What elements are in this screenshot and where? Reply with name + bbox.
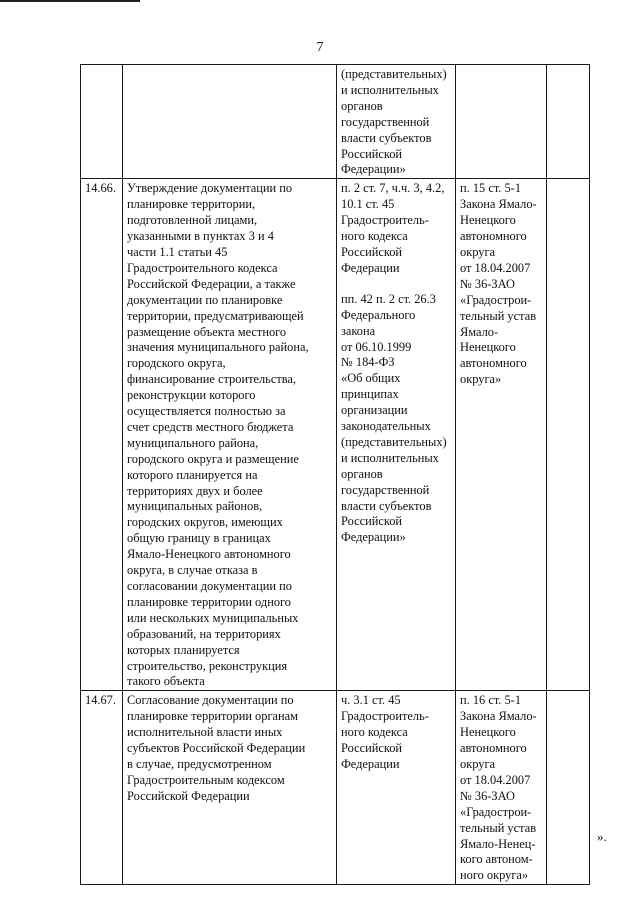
text-line: ного кодекса [341, 229, 408, 244]
text-line: государственной [341, 114, 430, 129]
text-line: и исполнительных [341, 82, 439, 97]
text-line: власти субъектов [341, 498, 432, 513]
text-line: исполнительной власти иных [127, 725, 283, 740]
text-line: в случае, предусмотренном [127, 756, 272, 771]
text-line: (представительных) [341, 434, 447, 449]
closing-quote-mark: ». [597, 829, 607, 844]
block-gap [341, 277, 452, 292]
text-line: общую границу в границах [127, 531, 271, 546]
text-line: органов [341, 98, 383, 113]
text-line: Российской Федерации, а также [127, 276, 296, 291]
page-number: 7 [316, 40, 324, 55]
text-line: городского округа и размещение [127, 451, 299, 466]
name-cell [123, 691, 337, 885]
text-line: Российской [341, 244, 403, 259]
text-line: № 184-ФЗ [341, 355, 395, 370]
legal-basis-cell [337, 65, 456, 179]
text-line: округа, в случае отказа в [127, 563, 258, 578]
name-cell [123, 65, 337, 179]
text-line: муниципальных районов, [127, 499, 263, 514]
row-number-cell: 14.66. [81, 179, 123, 691]
text-line: закона [341, 323, 376, 338]
text-line: Федерального [341, 307, 416, 322]
text-line: законодательных [341, 419, 431, 434]
text-line: «Об общих [341, 371, 401, 386]
text-line: ного кодекса [341, 725, 408, 740]
text-line: Ненецкого [460, 725, 516, 740]
regional-law-cell [456, 179, 547, 691]
text-line: субъектов Российской Федерации [127, 741, 306, 756]
table-row [81, 691, 590, 885]
text-line: кого автоном- [460, 852, 533, 867]
text-line: Ненецкого [460, 340, 516, 355]
legal-basis-block [341, 181, 452, 276]
text-line: документации по планировке [127, 292, 283, 307]
regional-law-cell [456, 691, 547, 885]
text-line: ч. 3.1 ст. 45 [341, 693, 401, 708]
text-line: значения муниципального района, [127, 340, 309, 355]
text-line: п. 15 ст. 5-1 [460, 181, 522, 196]
text-line: тельный устав [460, 308, 537, 323]
text-line: счет средств местного бюджета [127, 419, 294, 434]
legal-basis-cell [337, 179, 456, 691]
text-line: размещение объекта местного [127, 324, 287, 339]
row-number-cell [81, 65, 123, 179]
legal-basis-cell [337, 691, 456, 885]
text-line: строительство, реконструкция [127, 658, 288, 673]
text-line: п. 16 ст. 5-1 [460, 693, 522, 708]
text-line: автономного [460, 741, 527, 756]
text-line: Градостроитель- [341, 709, 429, 724]
text-line: и исполнительных [341, 450, 439, 465]
text-line: Российской [341, 146, 403, 161]
text-line: № 36-ЗАО [460, 276, 515, 291]
text-line: Ямало- [460, 324, 499, 339]
text-line: 10.1 ст. 45 [341, 197, 395, 212]
legal-basis-block [341, 292, 452, 547]
extra-cell [547, 691, 590, 885]
text-line: части 1.1 статьи 45 [127, 244, 228, 259]
text-line: территории, предусматривающей [127, 308, 304, 323]
text-line: округа» [460, 372, 502, 387]
text-line: ного округа» [460, 868, 529, 883]
text-line: Российской [341, 514, 403, 529]
text-line: городских округов, имеющих [127, 515, 283, 530]
text-line: автономного [460, 229, 527, 244]
text-line: п. 2 ст. 7, ч.ч. 3, 4.2, [341, 181, 445, 196]
name-cell [123, 179, 337, 691]
text-line: территориях двух и более [127, 483, 263, 498]
text-line: Закона Ямало- [460, 197, 537, 212]
text-line: принципах [341, 387, 399, 402]
text-line: от 18.04.2007 [460, 260, 531, 275]
text-line: планировке территории, [127, 197, 256, 212]
text-line: Федерации» [341, 162, 406, 177]
text-line: планировке территории одного [127, 594, 291, 609]
text-line: такого объекта [127, 674, 205, 689]
text-line: согласовании документации по [127, 579, 292, 593]
text-line: Федерации» [341, 530, 406, 545]
text-line: финансирование строительства, [127, 372, 297, 387]
text-line: пп. 42 п. 2 ст. 26.3 [341, 291, 436, 306]
table-row [81, 65, 590, 179]
text-line: власти субъектов [341, 130, 432, 145]
text-line: осуществляется полностью за [127, 404, 286, 419]
text-line: Федерации [341, 756, 400, 771]
row-number-cell: 14.67. [81, 691, 123, 885]
text-line: Согласование документации по [127, 693, 294, 708]
text-line: «Градострои- [460, 804, 532, 819]
text-line: Утверждение документации по [127, 181, 293, 196]
text-line: Российской Федерации [127, 788, 250, 803]
text-line: образований, на территориях [127, 626, 281, 641]
text-line: которых планируется [127, 642, 240, 657]
text-line: государственной [341, 482, 430, 497]
text-line: «Градострои- [460, 292, 532, 307]
text-line: или нескольких муниципальных [127, 610, 299, 625]
extra-cell [547, 65, 590, 179]
text-line: № 36-ЗАО [460, 788, 515, 803]
top-rule [0, 0, 140, 2]
text-line: округа [460, 756, 496, 771]
text-line: Закона Ямало- [460, 709, 537, 724]
text-line: организации [341, 403, 408, 418]
text-line: автономного [460, 356, 527, 371]
text-line: которого планируется на [127, 467, 258, 482]
regulation-table [80, 64, 590, 885]
text-line: (представительных) [341, 67, 447, 81]
text-line: муниципального района, [127, 435, 259, 450]
regional-law-cell [456, 65, 547, 179]
text-line: Ямало-Ненец- [460, 836, 536, 851]
extra-cell [547, 179, 590, 691]
text-line: Российской [341, 741, 403, 756]
text-line: Градостроительного кодекса [127, 260, 278, 275]
text-line: от 18.04.2007 [460, 772, 531, 787]
text-line: реконструкции которого [127, 388, 256, 403]
table-row [81, 179, 590, 691]
text-line: тельный устав [460, 820, 537, 835]
text-line: органов [341, 466, 383, 481]
text-line: Градостроитель- [341, 213, 429, 228]
text-line: округа [460, 244, 496, 259]
text-line: планировке территории органам [127, 709, 299, 724]
text-line: Федерации [341, 260, 400, 275]
text-line: городского округа, [127, 356, 226, 371]
text-line: от 06.10.1999 [341, 339, 412, 354]
text-line: указанными в пунктах 3 и 4 [127, 229, 274, 244]
text-line: Ямало-Ненецкого автономного [127, 547, 291, 562]
text-line: Ненецкого [460, 213, 516, 228]
text-line: Градостроительным кодексом [127, 772, 285, 787]
text-line: подготовленной лицами, [127, 213, 258, 228]
